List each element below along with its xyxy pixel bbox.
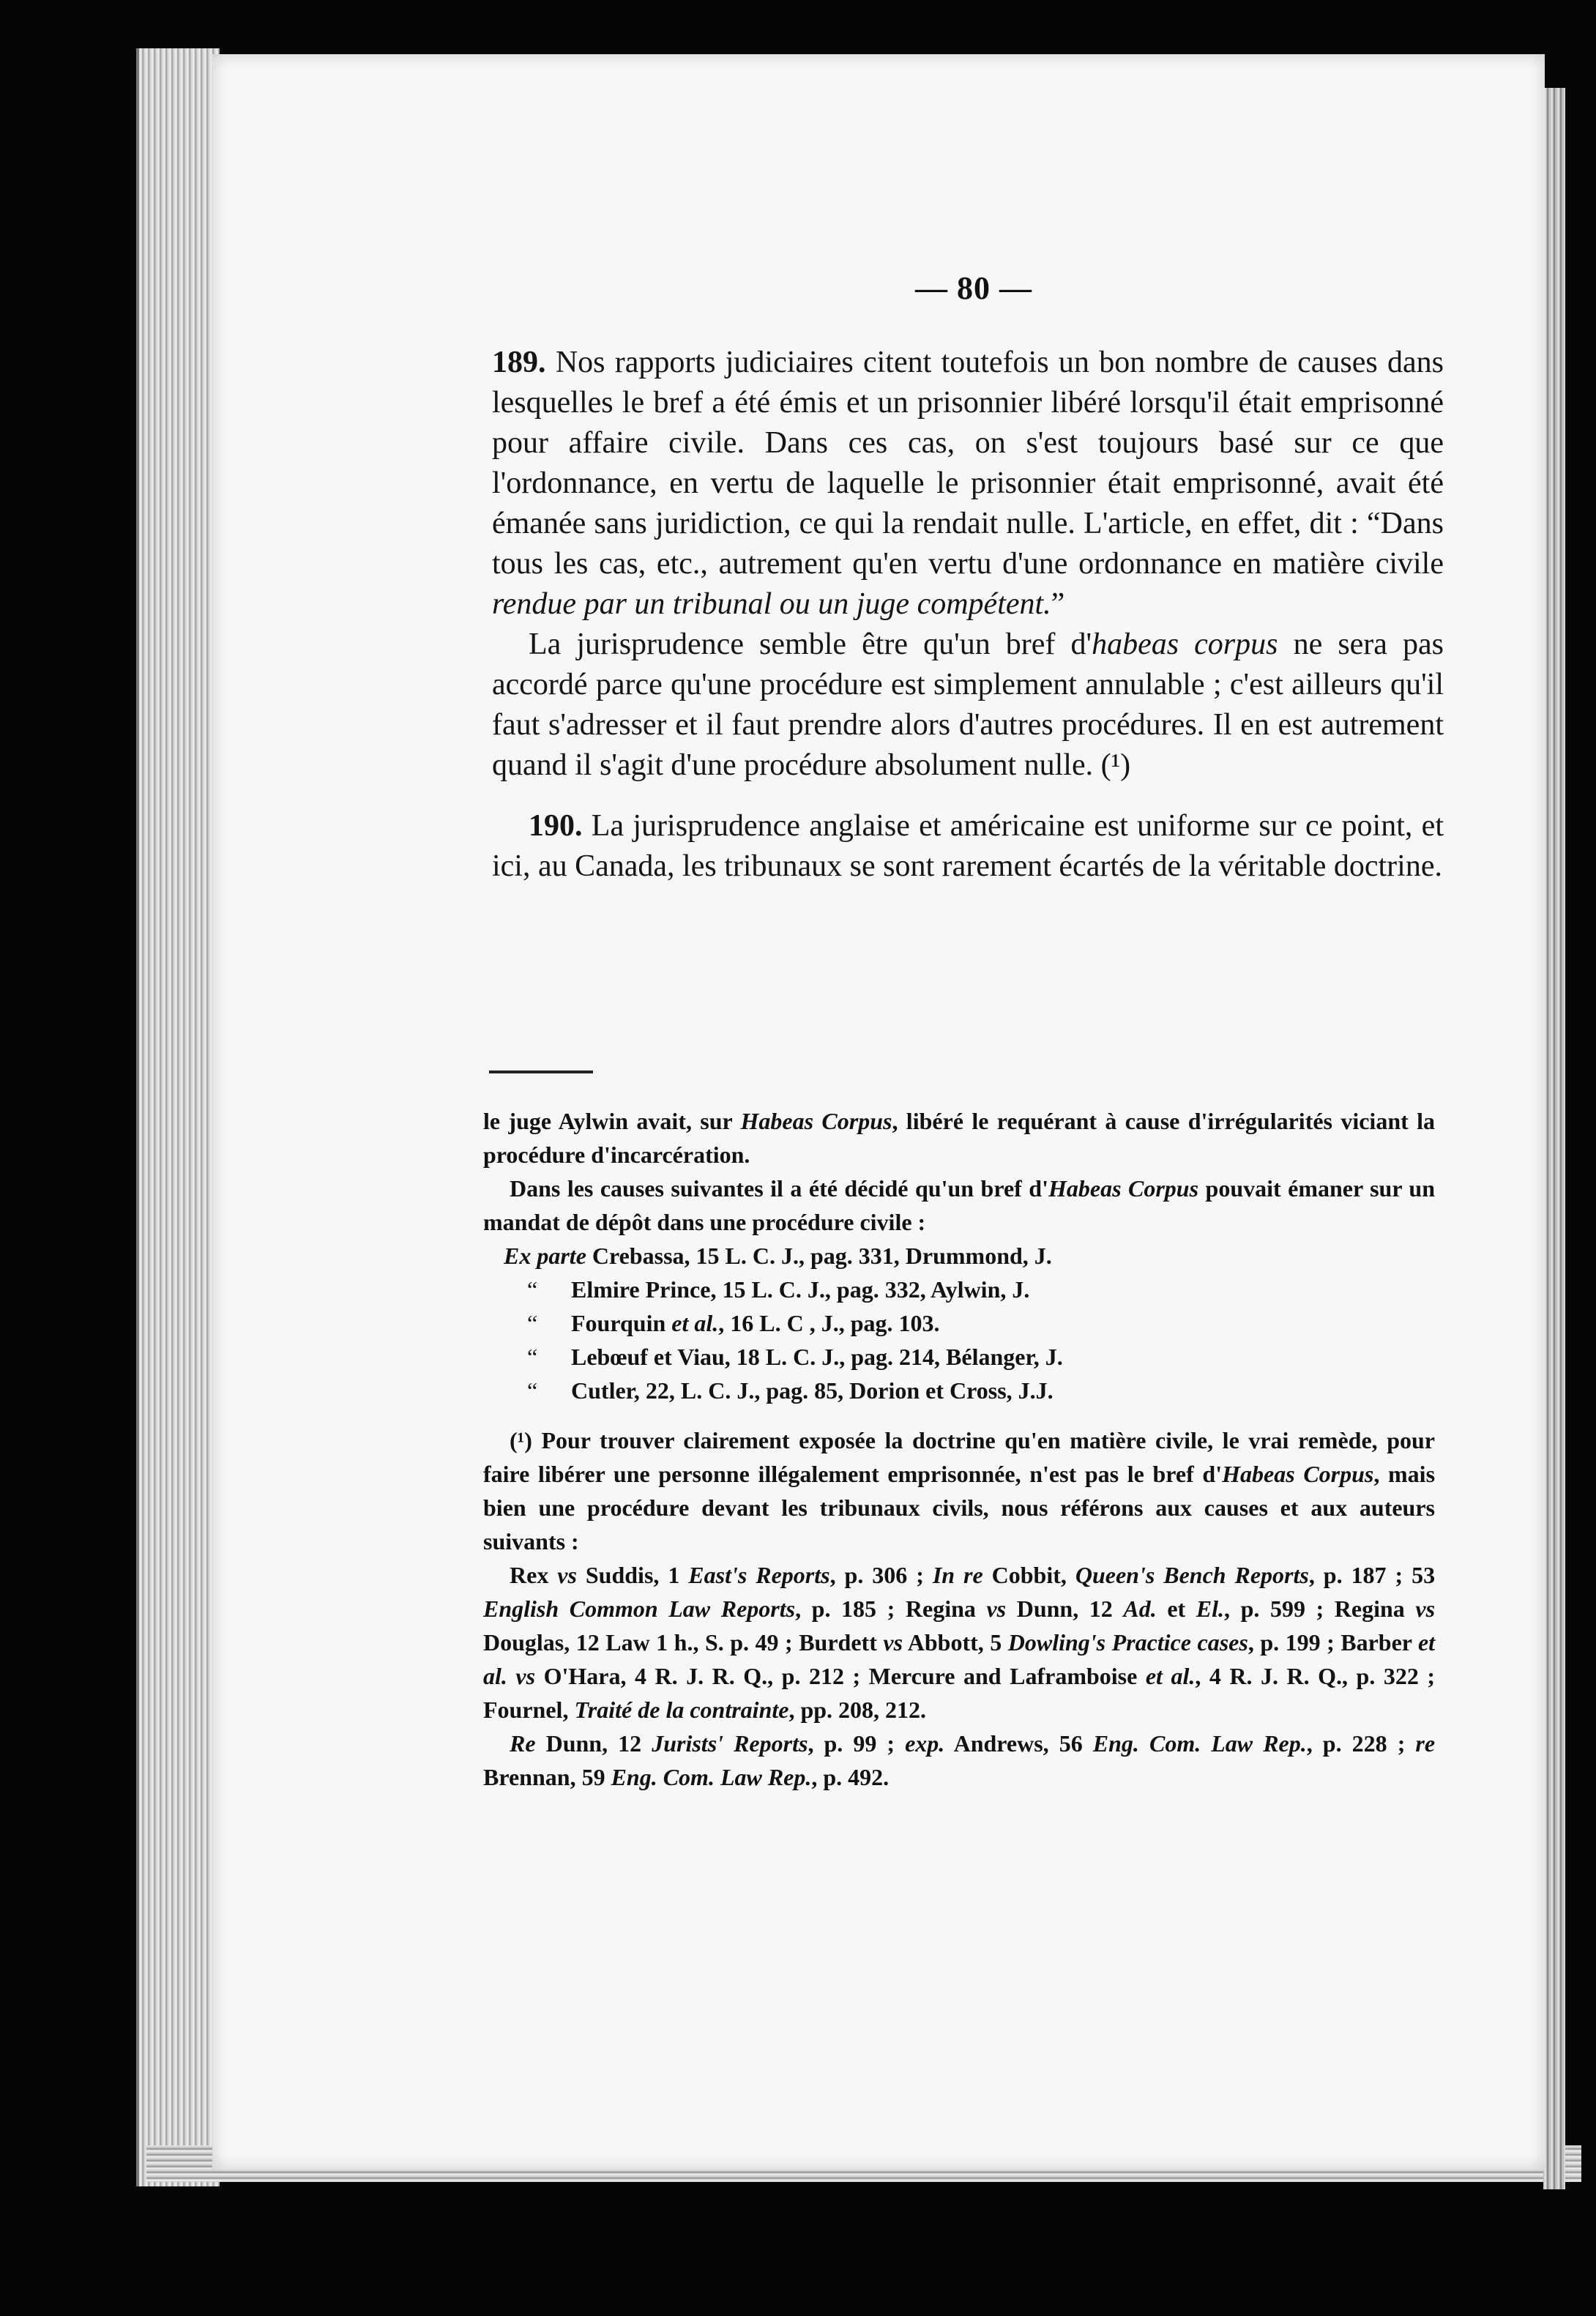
ref-text: Dunn, 12 — [535, 1730, 652, 1757]
ref-em: vs — [986, 1595, 1007, 1622]
ref-text: et — [1156, 1595, 1196, 1622]
ref-text: , p. 492. — [811, 1764, 890, 1790]
carry-emphasis: Habeas Corpus — [740, 1108, 892, 1134]
ditto-mark: “ — [527, 1310, 538, 1336]
case-entry — [483, 1239, 1435, 1273]
paragraph-189-close-quote: ” — [1051, 587, 1065, 621]
page-edge-stack — [136, 48, 220, 2186]
continuation-text-1: La jurisprudence semble être qu'un bref d' — [529, 628, 1092, 661]
ref-em: English Common Law Reports — [483, 1595, 796, 1622]
ref-em: Dowling's Practice cases — [1007, 1629, 1248, 1656]
paragraph-number-190: 190. — [529, 809, 583, 843]
ref-em: et al. vs — [483, 1629, 1436, 1689]
ref-text: Andrews, 56 — [944, 1730, 1093, 1757]
footnote-carryover — [483, 1104, 1435, 1172]
ref-text: Abbott, 5 — [903, 1629, 1008, 1656]
ref-em: Re — [510, 1730, 536, 1757]
ref-text: , pp. 208, 212. — [788, 1697, 927, 1723]
case-entry — [483, 1340, 1435, 1374]
continuation-text-2: ne sera pas accordé parce qu'une procédure est simplement annulable ; c'est ailleurs qu'il faut s'adresser et il faut prendre alors d'autres procédures. Il en est autrement quand il s'agit d'une procédure absolument nulle. (¹) — [492, 628, 1444, 782]
case-entry — [483, 1273, 1435, 1306]
paragraph-189-text: Nos rapports judiciaires citent toutefois un bon nombre de causes dans lesquelles le bref a été émis et un prisonnier libéré lorsqu'il était emprisonné pour affaire civile. Dans ces cas, on s'est toujours basé sur ce que l'ordonnance, en vertu de laquelle le prisonnier était emprisonné, avait été émanée sans juridiction, ce qui la rendait nulle. L'article, en effet, dit : “Dans tous les cas, etc., autrement qu'en vertu d'une ordonnance en matière civile — [492, 346, 1444, 581]
body-text — [492, 343, 1444, 887]
ref-em: vs — [883, 1629, 903, 1656]
decided-text-2: pouvait émaner sur un mandat de dépôt dans une procédure civile : — [483, 1175, 1436, 1235]
ref-text: O'Hara, 4 R. J. R. Q., p. 212 ; Mercure and Laframboise — [535, 1663, 1146, 1689]
carry-text-1: le juge Aylwin avait, sur — [483, 1108, 741, 1134]
paragraph-number-189: 189. — [492, 346, 546, 379]
case-emphasis-2: et al. — [671, 1310, 719, 1336]
case-text-3: Lebœuf et Viau, 18 L. C. J., pag. 214, Bélanger, J. — [571, 1344, 1063, 1370]
case-text-2b: , 16 L. C , J., pag. 103. — [718, 1310, 940, 1336]
ref-text: Suddis, 1 — [576, 1562, 689, 1588]
ref-text: Douglas, 12 Law 1 h., S. p. 49 ; Burdett — [483, 1629, 884, 1656]
footnotes — [483, 1104, 1435, 1794]
ref-text: , p. 199 ; Barber — [1248, 1629, 1418, 1656]
paragraph-gap — [492, 786, 1444, 806]
ref-em: exp. — [905, 1730, 945, 1757]
ref-em: East's Reports — [688, 1562, 830, 1588]
note1-text-a: (¹) Pour trouver clairement exposée la doctrine qu'en matière civile, le vrai remède, pour faire libérer une personne illégalement emprisonnée, n'est pas le bref d' — [483, 1427, 1435, 1487]
ref-text: , p. 599 ; Regina — [1224, 1595, 1416, 1622]
ref-text: Brennan, 59 — [483, 1764, 611, 1790]
footnote-decided — [483, 1172, 1435, 1239]
note1-text-b: , mais bien une procédure devant les tribunaux civils, nous référons aux causes et aux auteurs suivants : — [483, 1461, 1436, 1554]
ref-em: Eng. Com. Law Rep. — [611, 1764, 812, 1790]
ref-text: , 4 R. J. R. Q., p. 322 ; Fournel, — [483, 1663, 1436, 1723]
ref-em: et al. — [1145, 1663, 1196, 1689]
carry-text-2: , libéré le requérant à cause d'irrégularités viciant la procédure d'incarcération. — [483, 1108, 1436, 1168]
paragraph-189 — [492, 343, 1444, 625]
case-entry — [483, 1374, 1435, 1407]
ref-em: Traité de la contrainte — [574, 1697, 789, 1723]
paragraph-190 — [492, 806, 1444, 887]
ref-em: vs — [1415, 1595, 1436, 1622]
footnote-1 — [483, 1423, 1435, 1558]
footnote-references — [483, 1558, 1435, 1727]
ref-em: Ad. — [1123, 1595, 1157, 1622]
decided-emphasis: Habeas Corpus — [1048, 1175, 1199, 1202]
footnote-gap — [483, 1407, 1435, 1423]
ref-em: Queen's Bench Reports — [1075, 1562, 1309, 1588]
footnote-divider — [489, 1071, 593, 1073]
ref-text: , p. 187 ; 53 — [1308, 1562, 1436, 1588]
ref-em: re — [1415, 1730, 1436, 1757]
ref-text: Rex — [510, 1562, 558, 1588]
paragraph-189-continuation — [492, 625, 1444, 786]
ref-em: Eng. Com. Law Rep. — [1092, 1730, 1307, 1757]
case-text-4: Cutler, 22, L. C. J., pag. 85, Dorion et Cross, J.J. — [571, 1377, 1054, 1404]
ref-em: In re — [932, 1562, 983, 1588]
case-entry — [483, 1306, 1435, 1340]
paragraph-189-emphasis: rendue par un tribunal ou un juge compétent. — [492, 587, 1051, 621]
ditto-mark: “ — [527, 1276, 538, 1303]
ref-text: , p. 185 ; Regina — [795, 1595, 987, 1622]
ref-text: Dunn, 12 — [1006, 1595, 1124, 1622]
paragraph-190-text: La jurisprudence anglaise et américaine est uniforme sur ce point, et ici, au Canada, les tribunaux se sont rarement écartés de la véritable doctrine. — [492, 809, 1444, 883]
ref-text: , p. 99 ; — [808, 1730, 906, 1757]
ref-em: El. — [1196, 1595, 1224, 1622]
ref-text: , p. 306 ; — [829, 1562, 933, 1588]
habeas-corpus-emphasis: habeas corpus — [1092, 628, 1278, 661]
ditto-mark: “ — [527, 1344, 538, 1370]
ref-text: Cobbit, — [982, 1562, 1075, 1588]
page-edge-right — [1543, 88, 1565, 2189]
decided-text-1: Dans les causes suivantes il a été décidé qu'un bref d' — [510, 1175, 1048, 1202]
note1-emphasis: Habeas Corpus — [1222, 1461, 1374, 1487]
ref-em: Jurists' Reports — [652, 1730, 808, 1757]
page-number: — 80 — — [915, 270, 1032, 306]
ditto-mark: “ — [527, 1377, 538, 1404]
case-text-1: Elmire Prince, 15 L. C. J., pag. 332, Aylwin, J. — [571, 1276, 1030, 1303]
case-text-2a: Fourquin — [571, 1310, 672, 1336]
case-text-0: Crebassa, 15 L. C. J., pag. 331, Drummond, J. — [586, 1243, 1052, 1269]
footnote-last-references — [483, 1727, 1435, 1794]
ref-text: , p. 228 ; — [1306, 1730, 1416, 1757]
case-ex-parte: Ex parte — [504, 1243, 586, 1269]
ref-em: vs — [557, 1562, 577, 1588]
